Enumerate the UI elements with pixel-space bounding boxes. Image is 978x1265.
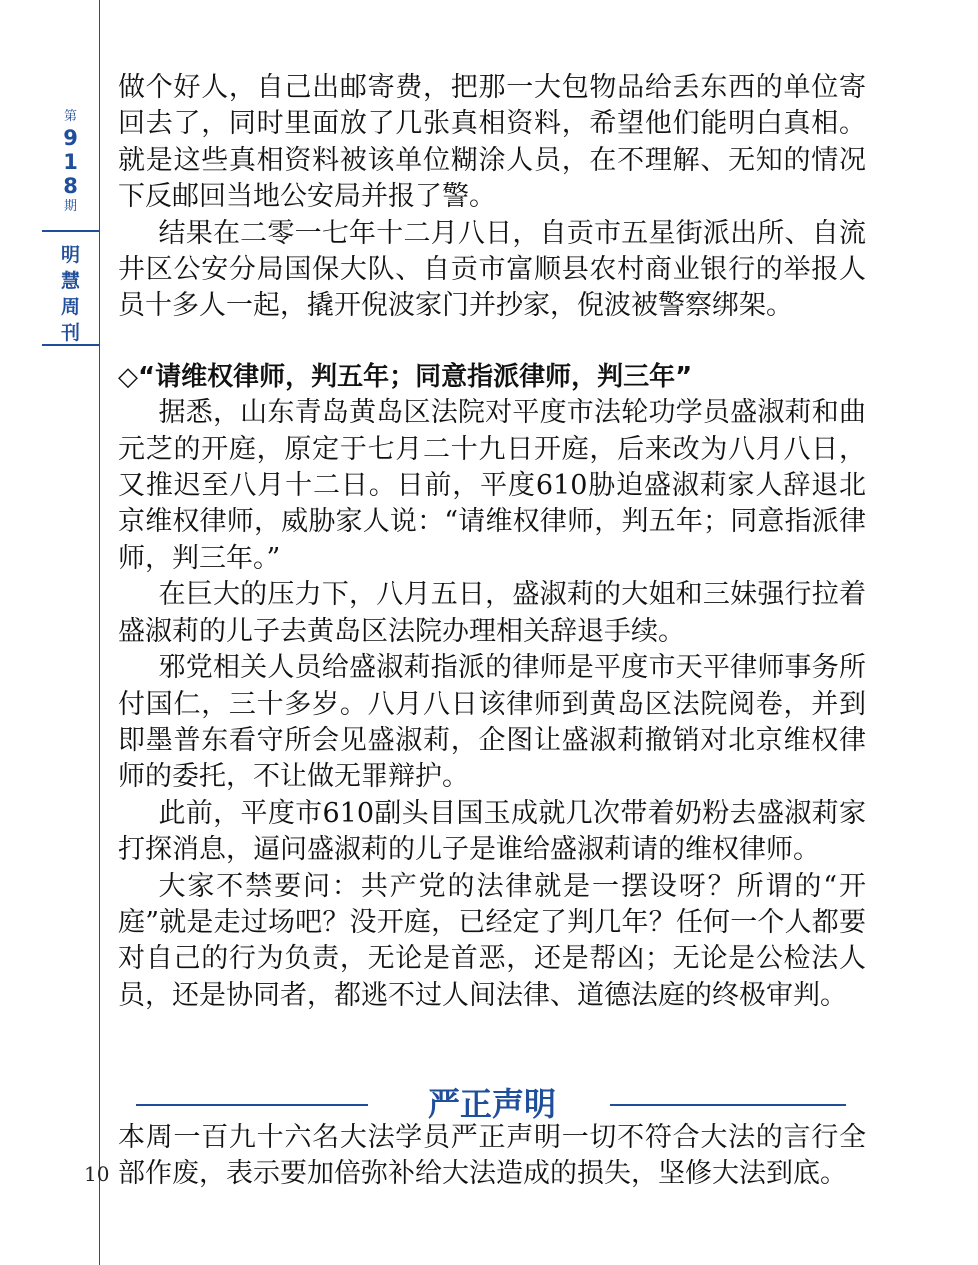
article-paragraph: 邪党相关人员给盛淑莉指派的律师是平度市天平律师事务所付国仁，三十多岁。八月八日该律师到黄岛区法院阅卷，并到即墨普东看守所会见盛淑莉，企图让盛淑莉撤销对北京维权律师的委托，不让做无罪辩护。 <box>118 652 866 793</box>
magazine-char: 明 <box>60 244 80 266</box>
magazine-char: 慧 <box>60 270 80 292</box>
issue-digit: 9 <box>63 126 78 150</box>
issue-number <box>42 108 99 226</box>
article-body <box>118 70 866 1014</box>
magazine-char: 刊 <box>60 322 80 344</box>
issue-prefix: 第 <box>63 109 77 124</box>
page-number: 10 <box>84 1162 110 1186</box>
magazine-char: 周 <box>60 296 80 318</box>
article-paragraph: 大家不禁要问：共产党的法律就是一摆设呀？所谓的“开庭”就是走过场吧？没开庭，已经定了判几年？任何一个人都要对自己的行为负责，无论是首恶，还是帮凶；无论是公检法人员，还是协同者，都逃不过人间法律、道德法庭的终极审判。 <box>118 870 866 1011</box>
statement-text: 本周一百九十六名大法学员严正声明一切不符合大法的言行全部作废，表示要加倍弥补给大法造成的损失，坚修大法到底。 <box>118 1122 866 1190</box>
article-paragraph: 据悉，山东青岛黄岛区法院对平度市法轮功学员盛淑莉和曲元芝的开庭，原定于七月二十九日开庭，后来改为八月八日，又推迟至八月十二日。日前，平度610胁迫盛淑莉家人辞退北京维权律师，威胁家人说：“请维权律师，判五年；同意指派律师，判三年。” <box>118 397 866 574</box>
statement-title: 严正声明 <box>427 1085 556 1123</box>
issue-digit: 8 <box>63 174 78 198</box>
issue-suffix: 期 <box>63 199 77 214</box>
magazine-divider <box>42 344 100 346</box>
article-paragraph: 此前，平度市610副头目国玉成就几次带着奶粉去盛淑莉家打探消息，逼问盛淑莉的儿子是谁给盛淑莉请的维权律师。 <box>118 797 866 866</box>
magazine-title <box>42 242 99 346</box>
article-paragraph: 结果在二零一七年十二月八日，自贡市五星街派出所、自流井区公安分局国保大队、自贡市富顺县农村商业银行的举报人员十多人一起，撬开倪波家门并抄家，倪波被警察绑架。 <box>118 217 866 322</box>
section-heading: ◇“请维权律师，判五年；同意指派律师，判三年” <box>118 361 693 392</box>
issue-divider <box>42 230 100 232</box>
statement-rule-right <box>610 1104 846 1106</box>
sidebar-rule <box>99 0 100 1265</box>
issue-digit: 1 <box>63 150 78 174</box>
article-paragraph: 在巨大的压力下，八月五日，盛淑莉的大姐和三妹强行拉着盛淑莉的儿子去黄岛区法院办理相关辞退手续。 <box>118 579 866 647</box>
article-paragraph: 做个好人，自己出邮寄费，把那一大包物品给丢东西的单位寄回去了，同时里面放了几张真相资料，希望他们能明白真相。就是这些真相资料被该单位糊涂人员，在不理解、无知的情况下反邮回当地公安局并报了警。 <box>118 72 866 213</box>
